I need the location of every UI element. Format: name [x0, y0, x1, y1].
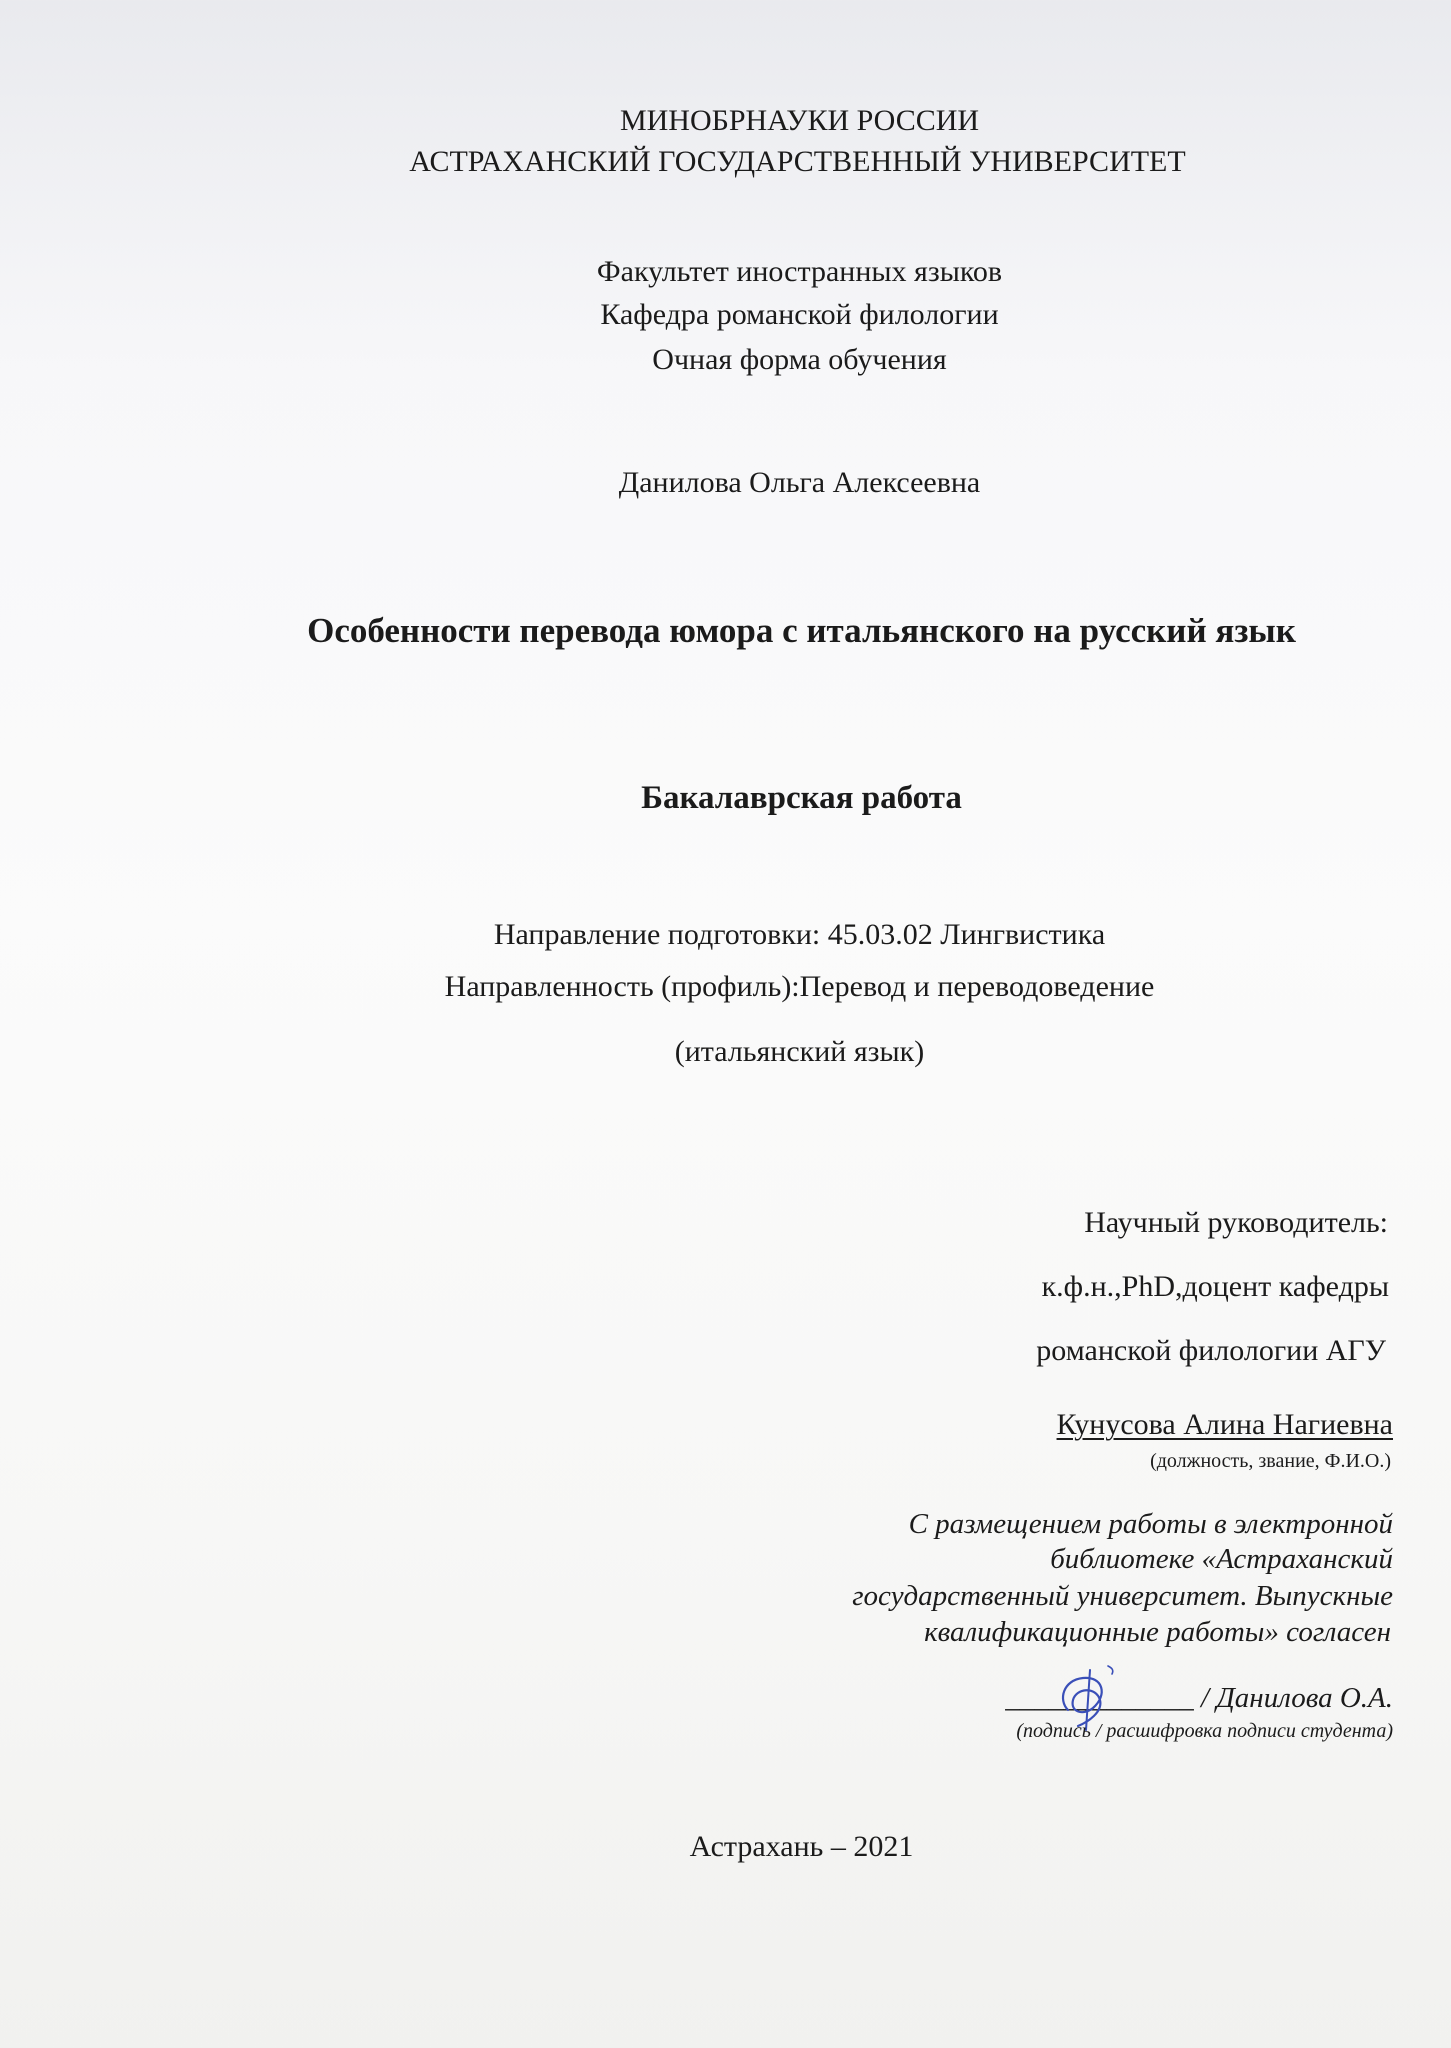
- city-year: Астрахань – 2021: [689, 1830, 914, 1863]
- signature-line: _____________ / Данилова О.А.: [1005, 1682, 1393, 1714]
- direction: Направление подготовки: 45.03.02 Лингвистика: [493, 918, 1106, 951]
- author-name: Данилова Ольга Алексеевна: [618, 466, 981, 499]
- study-form: Очная форма обучения: [652, 343, 947, 376]
- profile-line-2: (итальянский язык): [674, 1035, 925, 1068]
- thesis-title: Особенности перевода юмора с итальянского на русский язык: [307, 611, 1296, 650]
- supervisor-caption: (должность, звание, Ф.И.О.): [1150, 1450, 1391, 1472]
- supervisor-label: Научный руководитель:: [1084, 1206, 1388, 1239]
- consent-line-4: квалификационные работы» согласен: [924, 1616, 1391, 1648]
- university-name: АСТРАХАНСКИЙ ГОСУДАРСТВЕННЫЙ УНИВЕРСИТЕТ: [409, 145, 1186, 178]
- signature-caption: (подпись / расшифровка подписи студента): [1016, 1720, 1393, 1742]
- supervisor-position-2: романской филологии АГУ: [1036, 1334, 1386, 1367]
- consent-line-3: государственный университет. Выпускные: [852, 1580, 1393, 1612]
- consent-line-1: С размещением работы в электронной: [908, 1508, 1393, 1540]
- department-name: Кафедра романской филологии: [600, 298, 999, 331]
- consent-line-2: библиотеке «Астраханский: [1050, 1543, 1393, 1575]
- profile-line-1: Направленность (профиль):Перевод и переводоведение: [444, 970, 1155, 1003]
- work-type: Бакалаврская работа: [641, 780, 962, 816]
- ministry-name: МИНОБРНАУКИ РОССИИ: [619, 104, 980, 137]
- supervisor-position-1: к.ф.н.,PhD,доцент кафедры: [1041, 1270, 1389, 1303]
- supervisor-name: Кунусова Алина Нагиевна: [1056, 1408, 1393, 1441]
- faculty-name: Факультет иностранных языков: [596, 255, 1003, 288]
